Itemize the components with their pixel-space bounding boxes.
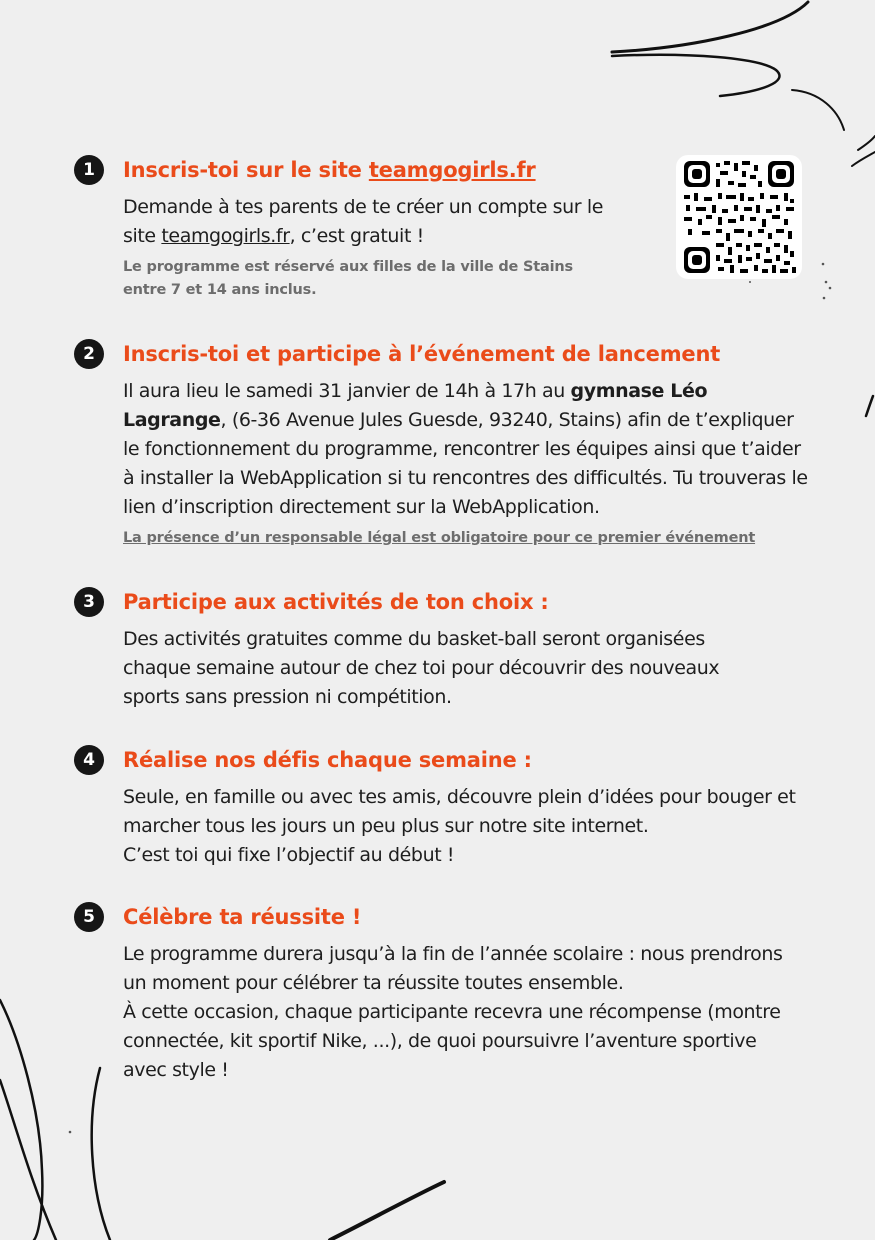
step-body-suffix: , c’est gratuit ! [289, 225, 424, 247]
step-number-badge: 3 [74, 587, 104, 617]
step-number-badge: 5 [74, 902, 104, 932]
step-number-badge: 1 [74, 155, 104, 185]
step-body-text: Il aura lieu le samedi 31 janvier de 14h à 17h au [123, 380, 571, 402]
step-body-line: Le programme durera jusqu’à la fin de l’année scolaire : nous prendrons un moment pour célébrer ta réussite toutes ensemble. [123, 943, 783, 994]
step-title [123, 155, 633, 185]
step-4 [74, 745, 814, 870]
qr-code-graphic [676, 155, 802, 279]
step-title-text: Inscris-toi sur le site [123, 158, 369, 182]
step-body [123, 193, 633, 251]
step-body-text: Demande à tes parents de te créer un compte sur le site [123, 196, 604, 247]
step-body-line: À cette occasion, chaque participante recevra une récompense (montre connectée, kit sportif Nike, ...), de quoi poursuivre l’aventure sportive avec style ! [123, 1001, 781, 1081]
step-body-line: Seule, en famille ou avec tes amis, découvre plein d’idées pour bouger et marcher tous les jours un peu plus sur notre site internet. [123, 786, 796, 837]
step-body-suffix: , (6-36 Avenue Jules Guesde, 93240, Stains) afin de t’expliquer le fonctionnement du programme, rencontrer les équipes ainsi que t’aider à installer la WebApplication si tu rencontres des difficultés. Tu trouveras le lien d’inscription directement sur la WebApplication. [123, 409, 808, 518]
site-link[interactable]: teamgogirls.fr [368, 158, 536, 182]
step-number-badge: 2 [74, 339, 104, 369]
step-body-line: C’est toi qui fixe l’objectif au début ! [123, 844, 455, 866]
venue-name: gymnase Léo Lagrange [123, 380, 708, 431]
step-title: Célèbre ta réussite ! [123, 905, 362, 929]
step-body [123, 377, 813, 522]
qr-code-icon[interactable] [676, 155, 802, 279]
step-2 [74, 339, 814, 550]
step-3 [74, 587, 814, 712]
eligibility-note: Le programme est réservé aux filles de la ville de Stains entre 7 et 14 ans inclus. [123, 259, 573, 298]
step-title: Réalise nos défis chaque semaine : [123, 748, 532, 772]
guardian-note: La présence d’un responsable légal est obligatoire pour ce premier événement [123, 530, 756, 546]
step-title: Inscris-toi et participe à l’événement de lancement [123, 342, 721, 366]
step-body: Des activités gratuites comme du basket-ball seront organisées chaque semaine autour de chez toi pour découvrir des nouveaux sports sans pression ni compétition. [123, 628, 720, 708]
step-number-badge: 4 [74, 745, 104, 775]
site-link-inline[interactable]: teamgogirls.fr [161, 225, 290, 247]
step-5 [74, 902, 814, 1085]
step-title: Participe aux activités de ton choix : [123, 590, 549, 614]
